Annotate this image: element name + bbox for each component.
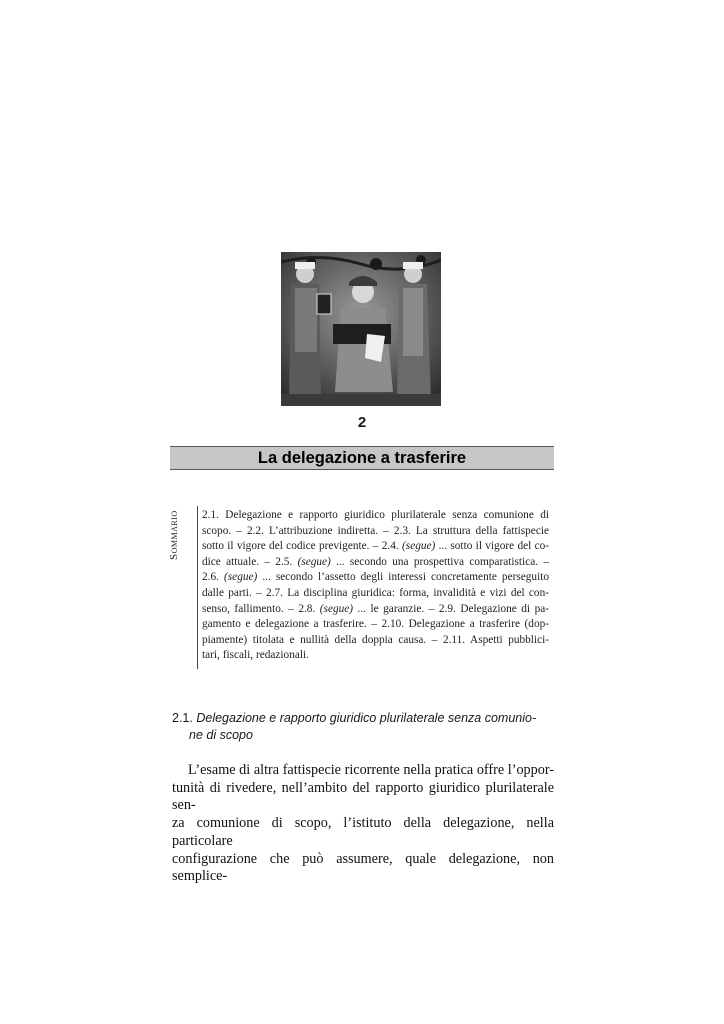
sommario-line: scopo. – 2.2. L’attribuzione indiretta. – 2.3. La struttura della fattispecie — [202, 524, 549, 537]
sommario-line: sotto il vigore del codice previgente. – 2.4. (segue) ... sotto il vigore del co- — [202, 540, 549, 553]
section-number: 2.1. — [172, 711, 193, 725]
sommario-text — [202, 508, 549, 664]
medieval-miniature-image — [281, 252, 441, 406]
body-line: configurazione che può assumere, quale delegazione, non semplice- — [172, 850, 554, 885]
sommario-line: 2.6. (segue) ... secondo l’assetto degli interessi concretamente perseguito — [202, 571, 549, 584]
chapter-title-bar — [170, 446, 554, 470]
section-title-line1: Delegazione e rapporto giuridico plurilaterale senza comunio- — [196, 711, 537, 725]
sommario-divider — [197, 506, 198, 669]
body-line: L’esame di altra fattispecie ricorrente nella pratica offre l’oppor- — [188, 762, 554, 778]
sommario-line: dice attuale. – 2.5. (segue) ... secondo una prospettiva comparatistica. – — [202, 555, 549, 568]
sommario-line: 2.1. Delegazione e rapporto giuridico plurilaterale senza comunione di — [202, 509, 549, 521]
body-line: tunità di rivedere, nell’ambito del rapporto giuridico plurilaterale sen- — [172, 779, 554, 814]
chapter-title: La delegazione a trasferire — [257, 449, 467, 467]
sommario-line: gamento e delegazione a trasferire. – 2.10. Delegazione a trasferire (dop- — [202, 618, 549, 631]
body-line: za comunione di scopo, l’istituto della delegazione, nella particolare — [172, 815, 554, 849]
chapter-number: 2 — [357, 414, 367, 431]
sommario-label: Sommario — [168, 510, 180, 560]
body-paragraph — [172, 762, 554, 886]
sommario-line: senso, fallimento. – 2.8. (segue) ... le garanzie. – 2.9. Delegazione di pa- — [202, 602, 549, 615]
sommario-line: piamente) titolata e nullità della doppia causa. – 2.11. Aspetti pubblici- — [202, 633, 549, 646]
chapter-illustration — [281, 252, 441, 406]
section-heading — [172, 710, 554, 744]
sommario-line: tari, fiscali, redazionali. — [202, 649, 309, 662]
sommario-line: dalle parti. – 2.7. La disciplina giuridica: forma, invalidità e vizi del con- — [202, 586, 549, 599]
section-title-line2: ne di scopo — [189, 728, 253, 742]
